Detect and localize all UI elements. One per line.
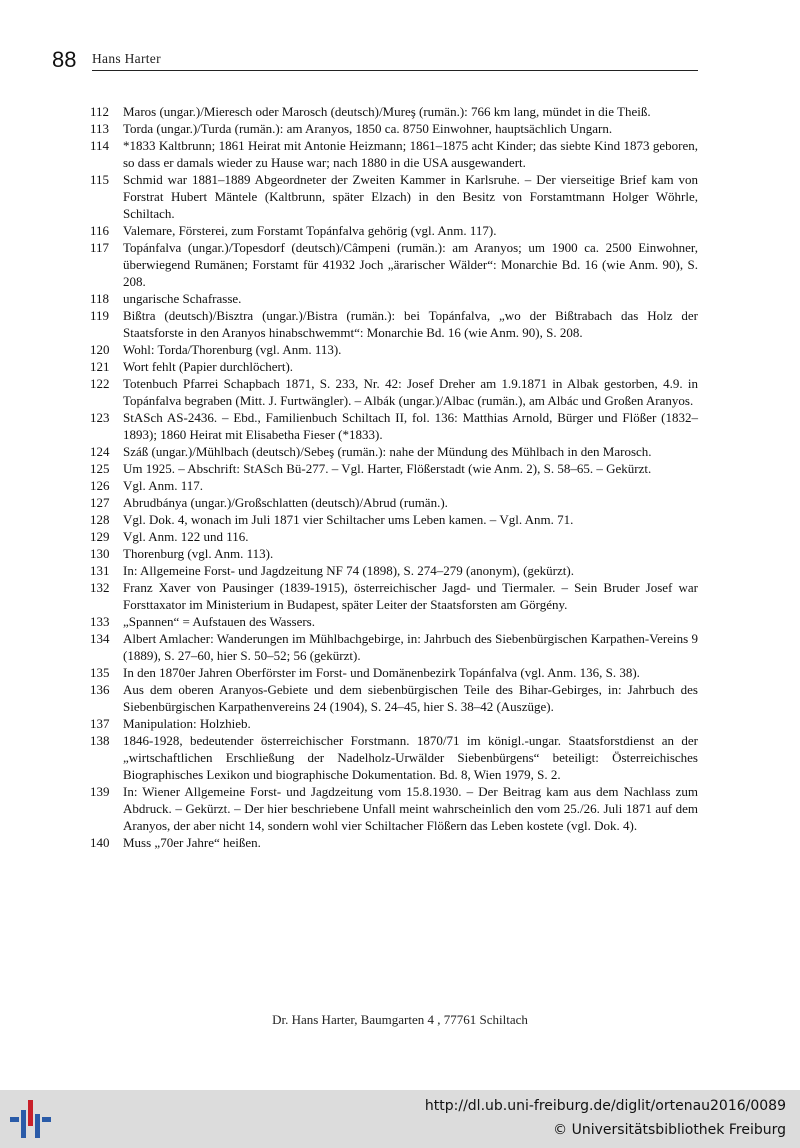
- endnote-item: [90, 681, 698, 715]
- endnote-number: 118: [90, 291, 110, 306]
- endnote-text: Abrudbánya (ungar.)/Großschlatten (deutsch)/Abrud (rumän.).: [123, 495, 448, 510]
- endnote-number: 129: [90, 529, 110, 544]
- endnote-text: Manipulation: Holzhieb.: [123, 716, 251, 731]
- endnote-number: 116: [90, 223, 110, 238]
- endnote-item: [90, 477, 698, 494]
- endnote-number: 131: [90, 563, 110, 578]
- ub-freiburg-logo-icon[interactable]: [10, 1100, 52, 1140]
- endnote-item: [90, 103, 698, 120]
- endnote-text: Torda (ungar.)/Turda (rumän.): am Aranyos, 1850 ca. 8750 Einwohner, hauptsächlich Ungarn.: [123, 121, 613, 136]
- endnote-item: [90, 783, 698, 834]
- endnote-item: [90, 630, 698, 664]
- endnote-text: *1833 Kaltbrunn; 1861 Heirat mit Antonie Heizmann; 1861–1875 acht Kinder; das siebte Kind 1873 geboren, so dass er damals wieder zu Hause war; nach 1880 in die USA ausgewandert.: [123, 138, 698, 170]
- endnote-number: 122: [90, 376, 110, 391]
- endnote-number: 113: [90, 121, 110, 136]
- copyright-text: © Universitätsbibliothek Freiburg: [553, 1122, 786, 1138]
- endnote-number: 114: [90, 138, 110, 153]
- endnote-item: [90, 290, 698, 307]
- endnote-item: [90, 307, 698, 341]
- endnote-text: Schmid war 1881–1889 Abgeordneter der Zweiten Kammer in Karlsruhe. – Der vierseitige Brief kam von Forstrat Hubert Mäntele (Kaltbrunn, später Elzach) in den Besitz von Forstamtmann Holger Wöhrle, Schiltach.: [123, 172, 698, 221]
- endnote-text: In: Allgemeine Forst- und Jagdzeitung NF 74 (1898), S. 274–279 (anonym), (gekürzt).: [123, 563, 574, 578]
- endnote-number: 139: [90, 784, 110, 799]
- page-number: 88: [52, 47, 77, 72]
- endnote-text: „Spannen“ = Aufstauen des Wassers.: [123, 614, 315, 629]
- header-rule: [92, 70, 698, 71]
- endnote-text: Vgl. Dok. 4, wonach im Juli 1871 vier Schiltacher ums Leben kamen. – Vgl. Anm. 71.: [123, 512, 574, 527]
- endnote-item: [90, 664, 698, 681]
- endnote-text: Maros (ungar.)/Mieresch oder Marosch (deutsch)/Mureş (rumän.): 766 km lang, mündet in die Theiß.: [123, 104, 651, 119]
- endnote-item: [90, 613, 698, 630]
- endnote-number: 125: [90, 461, 110, 476]
- endnote-item: [90, 834, 698, 851]
- page-header: [52, 48, 698, 72]
- endnote-text: Bißtra (deutsch)/Bisztra (ungar.)/Bistra (rumän.): bei Topánfalva, „wo der Bißtrabach das Holz der Staatsforste in den Aranyos hinabschwemmt“: Monarchie Bd. 16 (wie Anm. 90), S. 208.: [123, 308, 698, 340]
- endnote-text: Um 1925. – Abschrift: StASch Bü-277. – Vgl. Harter, Flößerstadt (wie Anm. 2), S. 58–65. – Gekürzt.: [123, 461, 652, 476]
- endnote-item: [90, 528, 698, 545]
- endnote-item: [90, 562, 698, 579]
- endnote-number: 138: [90, 733, 110, 748]
- endnote-number: 135: [90, 665, 110, 680]
- endnote-text: Wohl: Torda/Thorenburg (vgl. Anm. 113).: [123, 342, 342, 357]
- endnote-text: 1846-1928, bedeutender österreichischer Forstmann. 1870/71 im königl.-ungar. Staatsforstdienst an der „wirtschaftlichen Erschließung der Nadelholz-Urwälder Siebenbürgens“ beteiligt: Österreichisches Biographisches Lexikon und biographische Dokumentation. Bd. 8, Wien 1979, S. 2.: [123, 733, 698, 782]
- endnote-number: 112: [90, 104, 110, 119]
- endnote-number: 119: [90, 308, 110, 323]
- endnote-number: 130: [90, 546, 110, 561]
- endnote-text: Aus dem oberen Aranyos-Gebiete und dem siebenbürgischen Teile des Bihar-Gebirges, in: Jahrbuch des Siebenbürgischen Karpathenvereins 24 (1904), S. 24–45, hier S. 38–42 (Auszüge).: [123, 682, 698, 714]
- endnote-text: Thorenburg (vgl. Anm. 113).: [123, 546, 274, 561]
- endnote-item: [90, 137, 698, 171]
- running-head-author: Hans Harter: [92, 51, 161, 66]
- endnote-number: 132: [90, 580, 110, 595]
- endnote-number: 120: [90, 342, 110, 357]
- endnote-item: [90, 460, 698, 477]
- endnotes-list: [90, 103, 698, 851]
- endnote-item: [90, 341, 698, 358]
- document-url-link[interactable]: http://dl.ub.uni-freiburg.de/diglit/ortenau2016/0089: [424, 1098, 786, 1114]
- endnote-number: 115: [90, 172, 110, 187]
- endnote-text: StASch AS-2436. – Ebd., Familienbuch Schiltach II, fol. 136: Matthias Arnold, Bürger und Flößer (1832–1893); 1860 Heirat mit Elisabetha Fieser (*1833).: [123, 410, 698, 442]
- library-footer-bar: [0, 1090, 800, 1148]
- endnote-number: 117: [90, 240, 110, 255]
- endnote-number: 133: [90, 614, 110, 629]
- endnote-item: [90, 545, 698, 562]
- endnote-text: Vgl. Anm. 122 und 116.: [123, 529, 249, 544]
- endnote-number: 124: [90, 444, 110, 459]
- endnote-text: Muss „70er Jahre“ heißen.: [123, 835, 261, 850]
- endnote-number: 140: [90, 835, 110, 850]
- endnote-item: [90, 443, 698, 460]
- endnote-number: 137: [90, 716, 110, 731]
- endnote-item: [90, 375, 698, 409]
- endnote-item: [90, 715, 698, 732]
- endnote-text: ungarische Schafrasse.: [123, 291, 242, 306]
- endnote-text: Száß (ungar.)/Mühlbach (deutsch)/Sebeş (rumän.): nahe der Mündung des Mühlbach in den Marosch.: [123, 444, 652, 459]
- endnote-item: [90, 579, 698, 613]
- endnote-text: Vgl. Anm. 117.: [123, 478, 204, 493]
- endnote-item: [90, 120, 698, 137]
- endnote-text: In den 1870er Jahren Oberförster im Forst- und Domänenbezirk Topánfalva (vgl. Anm. 136, S. 38).: [123, 665, 640, 680]
- endnote-number: 127: [90, 495, 110, 510]
- endnote-text: Wort fehlt (Papier durchlöchert).: [123, 359, 294, 374]
- endnote-number: 121: [90, 359, 110, 374]
- endnote-text: Valemare, Försterei, zum Forstamt Topánfalva gehörig (vgl. Anm. 117).: [123, 223, 497, 238]
- author-address: Dr. Hans Harter, Baumgarten 4 , 77761 Schiltach: [272, 1012, 528, 1027]
- endnote-item: [90, 494, 698, 511]
- endnote-item: [90, 511, 698, 528]
- endnote-text: Franz Xaver von Pausinger (1839-1915), österreichischer Jagd- und Tiermaler. – Sein Bruder Josef war Forsttaxator im Ministerium in Budapest, später Leiter der Staatsforsten am Görgény.: [123, 580, 698, 612]
- endnote-item: [90, 409, 698, 443]
- endnote-number: 134: [90, 631, 110, 646]
- endnote-item: [90, 171, 698, 222]
- endnote-text: Topánfalva (ungar.)/Topesdorf (deutsch)/Câmpeni (rumän.): am Aranyos; um 1900 ca. 2500 Einwohner, überwiegend Rumänen; Forstamt für 41932 Joch „ärarischer Wälder“: Monarchie Bd. 16 (wie Anm. 90), S. 208.: [123, 240, 698, 289]
- endnote-text: Totenbuch Pfarrei Schapbach 1871, S. 233, Nr. 42: Josef Dreher am 1.9.1871 in Albak gestorben, 4.9. in Topánfalva begraben (Mitt. J. Furtwängler). – Albák (ungar.)/Albac (rumän.), am Albác und Großen Aranyos.: [123, 376, 698, 408]
- endnote-number: 136: [90, 682, 110, 697]
- endnote-number: 128: [90, 512, 110, 527]
- endnote-item: [90, 732, 698, 783]
- endnote-item: [90, 239, 698, 290]
- endnote-text: In: Wiener Allgemeine Forst- und Jagdzeitung vom 15.8.1930. – Der Beitrag kam aus dem Nachlass zum Abdruck. – Gekürzt. – Der hier beschriebene Unfall meint wahrscheinlich den vom 25./26. Juli 1871 auf dem Aranyos, der aber nicht 14, sondern wohl vier Schiltacher Flößern das Leben kostete (vgl. Dok. 4).: [123, 784, 698, 833]
- endnote-item: [90, 358, 698, 375]
- endnote-text: Albert Amlacher: Wanderungen im Mühlbachgebirge, in: Jahrbuch des Siebenbürgischen Karpathen-Vereins 9 (1889), S. 27–60, hier S. 50–52; 56 (gekürzt).: [123, 631, 698, 663]
- endnote-number: 126: [90, 478, 110, 493]
- endnote-item: [90, 222, 698, 239]
- endnote-number: 123: [90, 410, 110, 425]
